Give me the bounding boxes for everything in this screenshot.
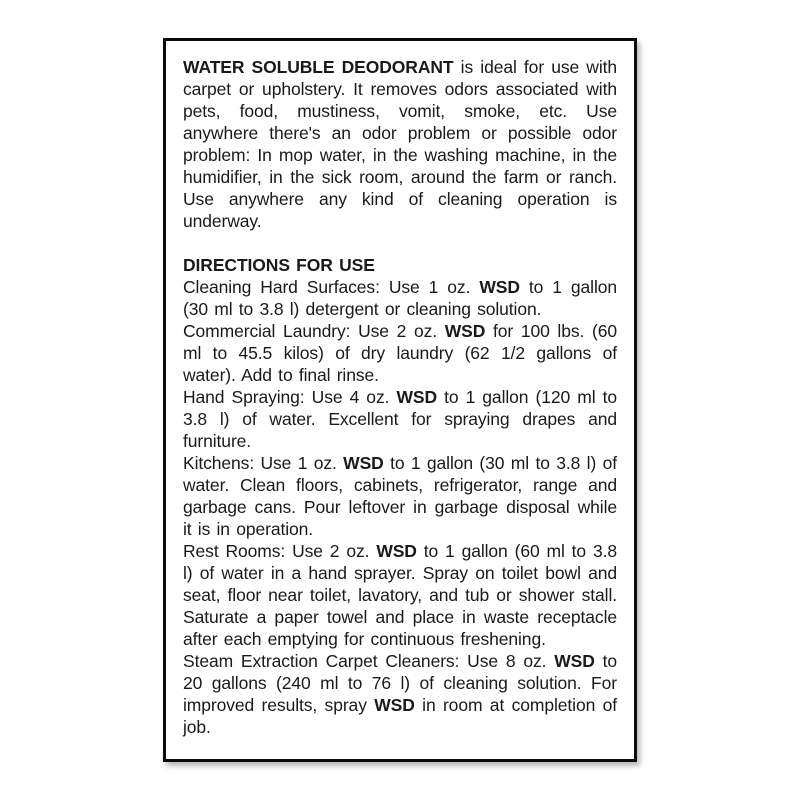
text-segment: Cleaning Hard Surfaces: Use 1 oz. [183,277,480,297]
intro-paragraph [183,56,617,232]
bold-text-segment: WSD [444,321,486,341]
bold-text-segment: WSD [376,541,417,561]
text-segment: Commercial Laundry: Use 2 oz. [183,321,445,341]
text-segment: to 20 gallons (240 ml to 76 l) of cleaning solution. For improved results, spray [183,651,617,715]
text-segment: to 1 gallon (120 ml to 3.8 l) of water. Excellent for spraying drapes and furniture. [183,387,617,451]
text-segment: to 1 gallon (30 ml to 3.8 l) detergent or cleaning solution. [183,277,617,319]
bold-text-segment: WSD [374,695,415,715]
bold-text-segment: WSD [396,387,437,407]
directions-heading: DIRECTIONS FOR USE [183,255,375,275]
text-segment: to 1 gallon (30 ml to 3.8 l) of water. Clean floors, cabinets, refrigerator, range and garbage cans. Pour leftover in garbage disposal while it is in operation. [183,453,617,539]
bold-text-segment: WATER SOLUBLE DEODORANT [183,57,454,77]
direction-paragraph-hand-spraying [183,386,617,452]
bold-text-segment: WSD [554,651,595,671]
bold-text-segment: WSD [343,453,384,473]
text-segment: Rest Rooms: Use 2 oz. [183,541,377,561]
direction-paragraph-rest-rooms [183,540,617,650]
text-segment: Hand Spraying: Use 4 oz. [183,387,397,407]
text-segment: for 100 lbs. (60 ml to 45.5 kilos) of dry laundry (62 1/2 gallons of water). Add to final rinse. [183,321,617,385]
text-segment: is ideal for use with carpet or upholstery. It removes odors associated with pets, food, mustiness, vomit, smoke, etc. Use anywhere there's an odor problem or possible odor problem: In mop water, in the washing machine, in the humidifier, in the sick room, around the farm or ranch. Use anywhere any kind of cleaning operation is underway. [183,57,618,231]
product-label [163,38,637,762]
text-segment: Steam Extraction Carpet Cleaners: Use 8 oz. [183,651,555,671]
bold-text-segment: WSD [479,277,520,297]
direction-paragraph-cleaning-hard-surfaces [183,276,617,320]
text-segment: Kitchens: Use 1 oz. [183,453,344,473]
text-segment: to 1 gallon (60 ml to 3.8 l) of water in a hand sprayer. Spray on toilet bowl and seat, floor near toilet, lavatory, and tub or shower stall. Saturate a paper towel and place in waste receptacle after each emptying for continuous freshening. [183,541,617,649]
direction-paragraph-steam-extraction [183,650,617,738]
direction-paragraph-kitchens [183,452,617,540]
text-segment: in room at completion of job. [183,695,618,737]
direction-paragraph-commercial-laundry [183,320,617,386]
